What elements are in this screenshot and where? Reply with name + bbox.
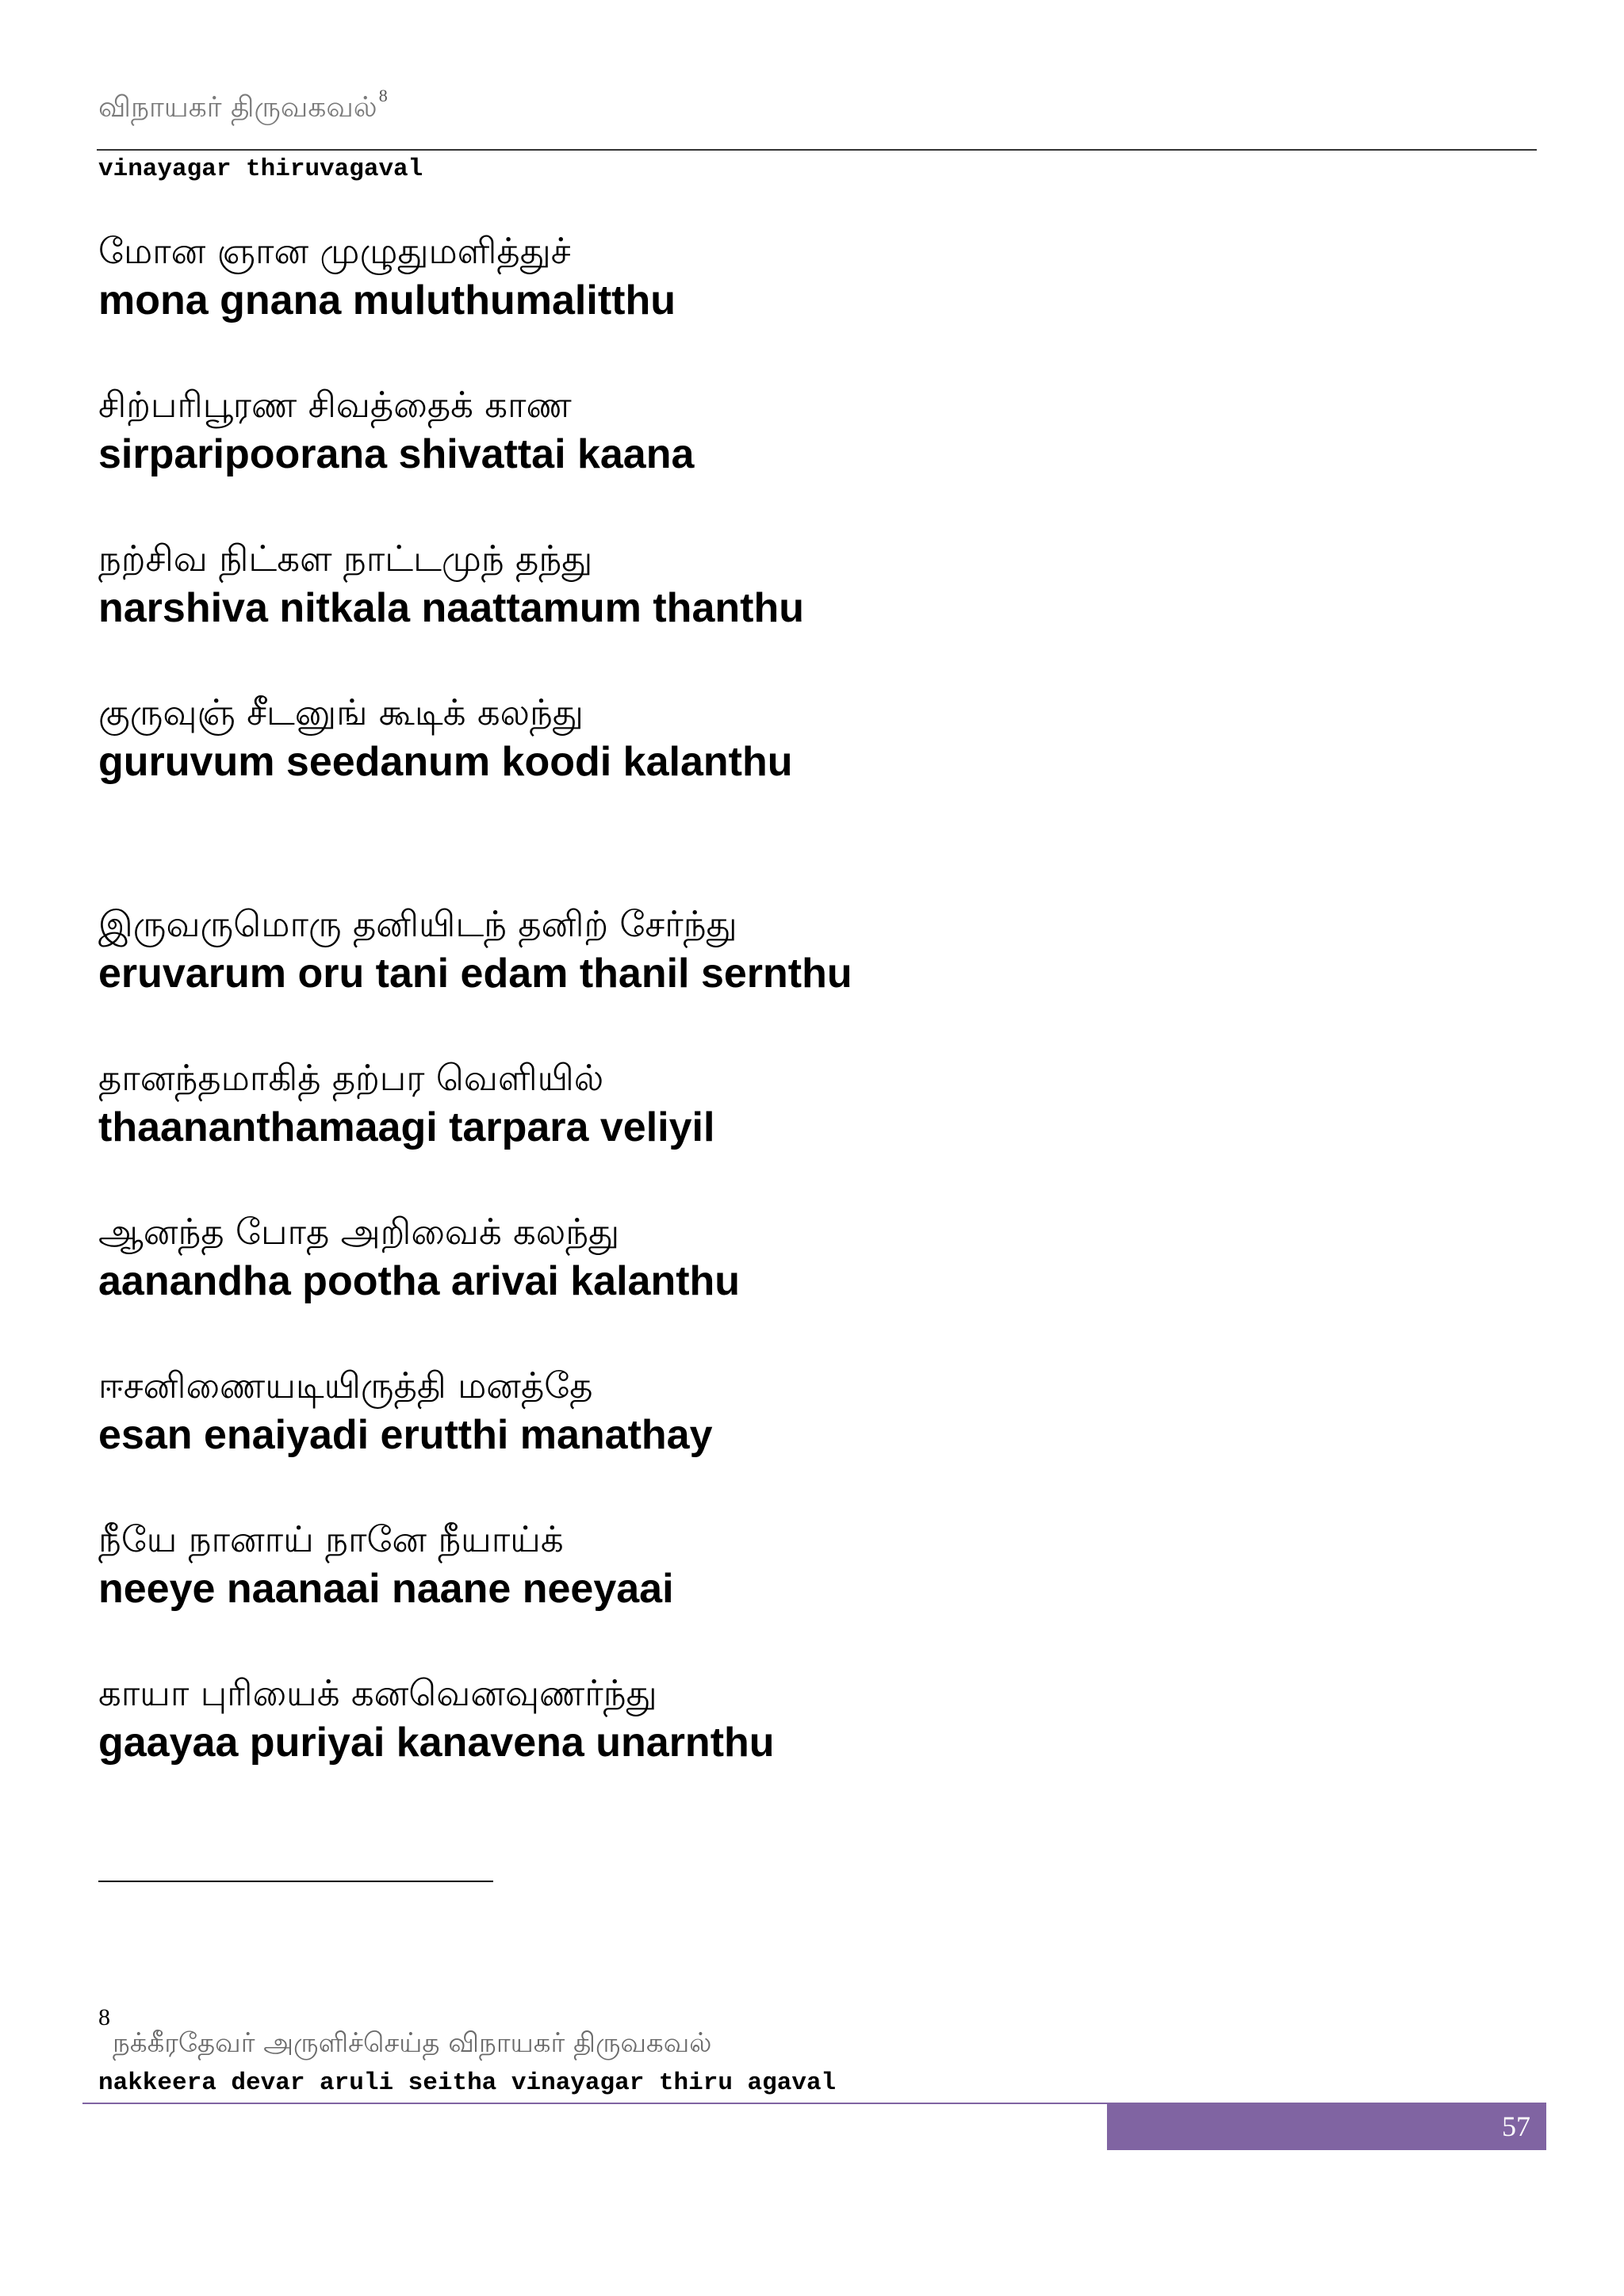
verse-roman: narshiva nitkala naattamum thanthu (98, 585, 804, 631)
verse-6 (98, 1057, 715, 1150)
footnote-roman: nakkeera devar aruli seitha vinayagar thiru agaval (98, 2069, 837, 2097)
verse-tamil: மோன ஞான முழுதுமளித்துச் (98, 230, 571, 272)
header-rule (97, 149, 1537, 151)
page-number: 57 (1502, 2110, 1530, 2142)
verse-roman: mona gnana muluthumalitthu (98, 277, 676, 323)
verse-tamil: இருவருமொரு தனியிடந் தனிற் சேர்ந்து (98, 903, 737, 945)
verse-tamil: நீயே நானாய் நானே நீயாய்க் (98, 1518, 564, 1560)
verse-roman: neeye naanaai naane neeyaai (98, 1566, 674, 1612)
verse-3 (98, 538, 804, 631)
footnote-separator (98, 1881, 493, 1882)
verse-8 (98, 1364, 713, 1458)
verse-tamil: தானந்தமாகித் தற்பர வெளியில் (98, 1057, 604, 1099)
verse-5 (98, 903, 852, 997)
verse-tamil: சிற்பரிபூரண சிவத்தைக் காண (98, 384, 572, 426)
header-footnote-ref: 8 (378, 86, 388, 105)
verse-4 (98, 691, 793, 785)
running-header-tamil (98, 86, 388, 124)
verse-tamil: நற்சிவ நிட்கள நாட்டமுந் தந்து (98, 538, 593, 580)
footnote-tamil: நக்கீரதேவர் அருளிச்செய்த விநாயகர் திருவகவல் (113, 2027, 712, 2059)
footnote-mark: 8 (98, 2004, 110, 2030)
page-number-box (1107, 2104, 1546, 2150)
verse-roman: gaayaa puriyai kanavena unarnthu (98, 1720, 775, 1766)
verse-tamil: ஈசனிணையடியிருத்தி மனத்தே (98, 1364, 593, 1406)
verse-1 (98, 230, 676, 323)
verse-tamil: குருவுஞ் சீடனுங் கூடிக் கலந்து (98, 691, 584, 733)
verse-tamil: காயா புரியைக் கனவெனவுணர்ந்து (98, 1672, 657, 1714)
verse-tamil: ஆனந்த போத அறிவைக் கலந்து (98, 1211, 620, 1253)
running-header-roman: vinayagar thiruvagaval (98, 155, 423, 183)
verse-10 (98, 1672, 775, 1766)
verse-roman: guruvum seedanum koodi kalanthu (98, 739, 793, 785)
verse-9 (98, 1518, 674, 1612)
verse-roman: sirparipoorana shivattai kaana (98, 431, 695, 477)
verse-7 (98, 1211, 741, 1304)
verse-roman: eruvarum oru tani edam thanil sernthu (98, 951, 852, 997)
verse-roman: aanandha pootha arivai kalanthu (98, 1258, 741, 1304)
header-title-text: விநாயகர் திருவகவல் (98, 91, 377, 124)
verse-2 (98, 384, 695, 477)
verse-roman: thaananthamaagi tarpara veliyil (98, 1104, 715, 1150)
verse-roman: esan enaiyadi erutthi manathay (98, 1412, 713, 1458)
